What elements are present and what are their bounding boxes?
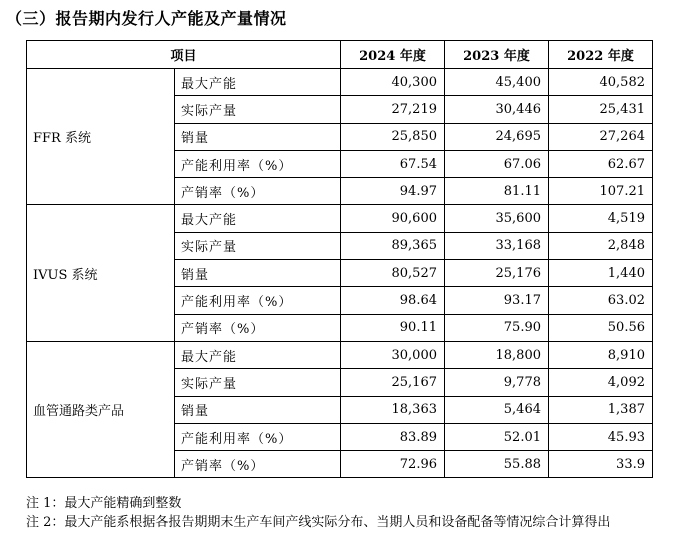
cell-2022: 8,910	[549, 341, 653, 368]
cell-2023: 75.90	[445, 314, 549, 341]
cell-2024: 72.96	[341, 451, 445, 478]
cell-2023: 9,778	[445, 369, 549, 396]
row-label: 销量	[175, 396, 341, 423]
row-label: 实际产量	[175, 96, 341, 123]
group-label: FFR 系统	[27, 69, 175, 205]
cell-2022: 107.21	[549, 178, 653, 205]
cell-2022: 50.56	[549, 314, 653, 341]
row-label: 产销率（%）	[175, 178, 341, 205]
cell-2024: 27,219	[341, 96, 445, 123]
cell-2024: 90.11	[341, 314, 445, 341]
cell-2024: 67.54	[341, 150, 445, 177]
cell-2022: 62.67	[549, 150, 653, 177]
row-label: 最大产能	[175, 341, 341, 368]
footnote-1: 注 1：最大产能精确到整数	[26, 496, 182, 511]
cell-2023: 93.17	[445, 287, 549, 314]
cell-2022: 1,387	[549, 396, 653, 423]
row-label: 销量	[175, 260, 341, 287]
cell-2022: 1,440	[549, 260, 653, 287]
cell-2023: 24,695	[445, 123, 549, 150]
header-2024: 2024 年度	[341, 41, 445, 69]
cell-2023: 67.06	[445, 150, 549, 177]
row-label: 产能利用率（%）	[175, 150, 341, 177]
cell-2022: 45.93	[549, 423, 653, 450]
cell-2022: 33.9	[549, 451, 653, 478]
footnote-2: 注 2：最大产能系根据各报告期期末生产车间产线实际分布、当期人员和设备配备等情况综合计算得出	[26, 515, 611, 530]
cell-2024: 40,300	[341, 69, 445, 96]
cell-2024: 18,363	[341, 396, 445, 423]
table-header-row	[27, 41, 653, 69]
cell-2022: 2,848	[549, 232, 653, 259]
row-label: 产销率（%）	[175, 451, 341, 478]
cell-2024: 25,167	[341, 369, 445, 396]
cell-2022: 40,582	[549, 69, 653, 96]
row-label: 销量	[175, 123, 341, 150]
cell-2022: 25,431	[549, 96, 653, 123]
row-label: 最大产能	[175, 205, 341, 232]
cell-2023: 30,446	[445, 96, 549, 123]
cell-2023: 33,168	[445, 232, 549, 259]
table-row	[27, 205, 653, 232]
cell-2022: 27,264	[549, 123, 653, 150]
footnotes	[26, 494, 666, 532]
group-label: IVUS 系统	[27, 205, 175, 341]
cell-2022: 63.02	[549, 287, 653, 314]
row-label: 产能利用率（%）	[175, 423, 341, 450]
cell-2023: 35,600	[445, 205, 549, 232]
group-label: 血管通路类产品	[27, 341, 175, 477]
cell-2023: 81.11	[445, 178, 549, 205]
section-title: （三）报告期内发行人产能及产量情况	[6, 9, 287, 28]
row-label: 产销率（%）	[175, 314, 341, 341]
cell-2024: 90,600	[341, 205, 445, 232]
row-label: 产能利用率（%）	[175, 287, 341, 314]
capacity-table	[26, 40, 653, 478]
header-item: 项目	[27, 41, 341, 69]
cell-2023: 52.01	[445, 423, 549, 450]
cell-2023: 55.88	[445, 451, 549, 478]
cell-2023: 5,464	[445, 396, 549, 423]
cell-2023: 45,400	[445, 69, 549, 96]
row-label: 实际产量	[175, 232, 341, 259]
cell-2024: 25,850	[341, 123, 445, 150]
table-row	[27, 69, 653, 96]
cell-2024: 89,365	[341, 232, 445, 259]
header-2023: 2023 年度	[445, 41, 549, 69]
row-label: 最大产能	[175, 69, 341, 96]
cell-2023: 25,176	[445, 260, 549, 287]
table-row	[27, 341, 653, 368]
cell-2024: 83.89	[341, 423, 445, 450]
cell-2024: 80,527	[341, 260, 445, 287]
row-label: 实际产量	[175, 369, 341, 396]
cell-2023: 18,800	[445, 341, 549, 368]
header-2022: 2022 年度	[549, 41, 653, 69]
cell-2022: 4,092	[549, 369, 653, 396]
cell-2024: 94.97	[341, 178, 445, 205]
cell-2024: 98.64	[341, 287, 445, 314]
cell-2024: 30,000	[341, 341, 445, 368]
cell-2022: 4,519	[549, 205, 653, 232]
